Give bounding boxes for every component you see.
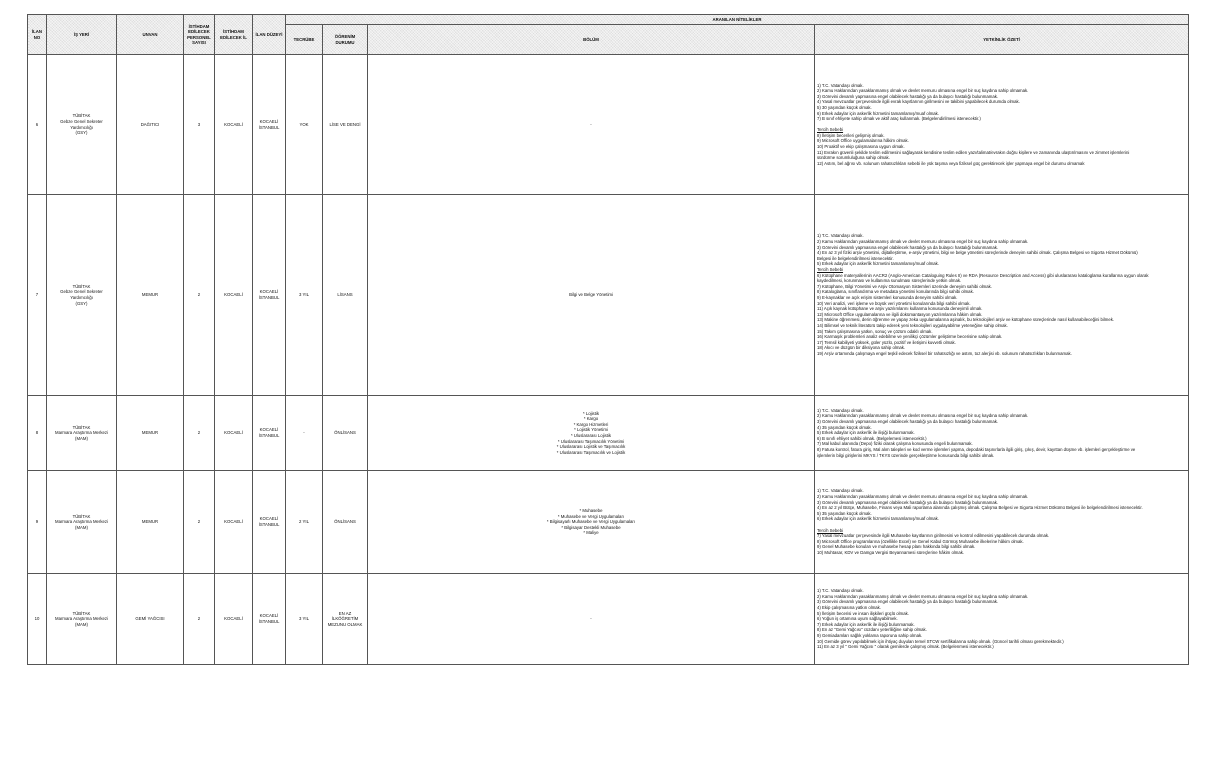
- header-is-yeri: İŞ YERİ: [47, 15, 117, 55]
- cell-line: * Uluslararası Taşımacılık Yönetimi: [557, 438, 625, 444]
- requirement-line: 2) Kamu Haklarından yasaklanmamış olmak ve devlet memuru olmasına engel bir suç kaydına sahip olmamak.: [817, 239, 1029, 245]
- ilan-duzeyi-cell: [253, 195, 286, 396]
- requirement-line: 4) Yasal mevzuatlar çerçevesinde ilgili evrak kayıtlarının girilmesini ve takibini yapabilecek durumda olmak.: [817, 99, 1020, 105]
- requirement-line: 3) Görevini devamlı yapmasına engel olabilecek hastalığı ya da bulaşıcı hastalığı bulunmamak.: [817, 599, 999, 605]
- requirement-line: 19) Arşiv ortamında çalışmaya engel teşkil edecek fiziksel bir rahatsızlığı ve astım, toz alerjisi vb. solunum rahatsızlıkları bulunmamak.: [817, 350, 1072, 356]
- requirement-line: 4) En az 2 yıl Bütçe, Muhasebe, Finans veya Mali raporlama alanında çalışmış olmak. Çalışma Belgesi ve Sigorta Hizmet Dökümü Belgesi ile belgelendirilmesi istenecektir.: [817, 505, 1143, 511]
- cell-line: -: [590, 616, 592, 622]
- cell-line: İSTANBUL: [258, 433, 280, 438]
- header-ilan-no: İLAN NO: [28, 15, 47, 55]
- ogrenim-cell: LİSANS: [323, 195, 368, 396]
- unvan-cell: MEMUR: [117, 471, 184, 574]
- is-yeri-cell: [47, 55, 117, 195]
- unvan-cell: MEMUR: [117, 396, 184, 471]
- cell-line: TÜBİTAK: [72, 113, 91, 119]
- il-cell: KOCAELİ: [215, 574, 253, 665]
- requirement-line: 9) Gemiadamları sağlık yoklama raporuna sahip olmak.: [817, 632, 923, 638]
- requirement-line: 6) B sınıfı ehliyet sahibi olmak. (Belgelemesi istenecektir.): [817, 435, 927, 441]
- cell-line: KOCAELİ: [259, 613, 279, 619]
- cell-line: Yardımcılığı: [70, 124, 93, 130]
- table-row: [28, 55, 1189, 195]
- ilan-duzeyi-cell: [253, 55, 286, 195]
- ogrenim-cell: LİSE VE DENGİ: [323, 55, 368, 195]
- ogrenim-cell: ÖNLİSANS: [323, 471, 368, 574]
- cell-line: * Lojistik: [582, 410, 599, 416]
- il-cell: KOCAELİ: [215, 471, 253, 574]
- yetkinlik-cell: [815, 574, 1189, 665]
- cell-line: KOCAELİ: [259, 427, 279, 433]
- yetkinlik-cell: [815, 55, 1189, 195]
- requirement-line: sürdürme sorumluluğuna sahip olmak.: [817, 155, 890, 161]
- ogrenim-cell: ÖNLİSANS: [323, 396, 368, 471]
- requirement-line: 12) Microsoft Office uygulamalarına ve ilgili dokümantasyon yazılımlarına hâkim olmak.: [817, 311, 983, 317]
- header-unvan: UNVAN: [117, 15, 184, 55]
- cell-line: İSTANBUL: [258, 124, 280, 130]
- cell-line: * Lojistik Yönetimi: [574, 427, 608, 433]
- cell-line: * Maliye: [583, 530, 599, 536]
- cell-line: İLKÖĞRETİM: [331, 616, 359, 622]
- requirement-line: 10) Veri analizi, veri işleme ve büyük veri yönetimi konularında bilgi sahibi olmak.: [817, 300, 971, 306]
- requirement-line: 8) İletişim becerileri gelişmiş olmak.: [817, 132, 885, 138]
- cell-line: -: [590, 121, 592, 127]
- ilan-duzeyi-cell: [253, 396, 286, 471]
- header-yetkinlik: YETKİNLİK ÖZETİ: [815, 25, 1189, 55]
- table-row: [28, 471, 1189, 574]
- is-yeri-cell: [47, 574, 117, 665]
- requirement-line: 7) Mal kabul alanında (Depo) fiziki olarak çalışma konusunda engeli bulunmamak.: [817, 441, 973, 447]
- requirement-line: 15) Takım çalışmasına yatkın, sonuç ve çözüm odaklı olmak.: [817, 328, 933, 334]
- requirement-line: 10) Gemide görev yapılabilmek için ihtiyaç duyulan temel STCW sertifikalarına sahip olmak. (Güncel tarihli olması gerekmektedir.): [817, 638, 1064, 644]
- cell-line: * Uluslararası Taşımacılık ve Lojistik: [556, 449, 626, 455]
- table-body: [28, 55, 1189, 665]
- tecrube-cell: 3 YIL: [286, 574, 323, 665]
- requirement-line: kaydedilmesi, korunması ve kullanıma sunulması süreçlerinde yetkin olmak.: [817, 278, 962, 284]
- unvan-cell: GEMİ YAĞCISI: [117, 574, 184, 665]
- cell-line: İSTANBUL: [258, 522, 280, 527]
- cell-line: KOCAELİ: [259, 289, 279, 295]
- requirement-line: 5) 30 yaşından küçük olmak.: [817, 104, 872, 110]
- cell-line: Bilgi ve Belge Yönetimi: [569, 292, 613, 298]
- cell-line: Marmara Araştırma Merkezi: [54, 430, 108, 436]
- cell-line: (GSY): [75, 130, 88, 136]
- header-ogrenim: ÖĞRENİM DURUMU: [323, 25, 368, 55]
- yetkinlik-cell: [815, 195, 1189, 396]
- personel-sayisi-cell: 2: [184, 471, 215, 574]
- requirement-line: 12) Astım, bel ağrısı vb. solunum rahatsızlıkları sebebi ile yük taşıma veya fiziksel güç gerektirecek işler yapmaya engel bir durumu olmamak: [817, 160, 1085, 166]
- yetkinlik-cell: [815, 471, 1189, 574]
- requirement-line: 3) Görevini devamlı yapmasına engel olabilecek hastalığı ya da bulaşıcı hastalığı bulunmamak.: [817, 419, 999, 425]
- cell-line: MEZUNU OLMAK: [327, 621, 363, 627]
- requirement-line: 7) Yasal mevzuatlar çerçevesinde ilgili Muhasebe kayıtlarının girilmesini ve kontrol edilmesini yapabilecek durumda olmak.: [817, 533, 1050, 539]
- unvan-cell: MEMUR: [117, 195, 184, 396]
- cell-line: EN AZ: [338, 610, 352, 616]
- cell-line: TÜBİTAK: [72, 513, 91, 519]
- tecrube-cell: YOK: [286, 55, 323, 195]
- ilan-no-cell: 10: [28, 574, 47, 665]
- requirement-line: işlemlerin bilgi girişlerini MKYS / TKYS üzerinde gerçekleştirme konusunda bilgi sahibi olmak.: [817, 452, 995, 458]
- ilan-no-cell: 9: [28, 471, 47, 574]
- cell-line: * Muhasebe: [579, 508, 603, 514]
- header-aranilan-nitelikler: ARANILAN NİTELİKLER: [286, 15, 1189, 25]
- cell-line: İSTANBUL: [258, 295, 280, 300]
- cell-line: * Kargo: [583, 416, 599, 422]
- personel-sayisi-cell: 2: [184, 195, 215, 396]
- requirement-line: 4) Ekip çalışmasına yatkın olmak.: [817, 605, 882, 611]
- requirement-line: 1) T.C. Vatandaşı olmak.: [817, 588, 864, 594]
- il-cell: KOCAELİ: [215, 195, 253, 396]
- requirement-line: 7) B sınıf ehliyete sahip olmak ve aktif araç kullanmak. (Belgelendirilmesi istenecektir.): [817, 116, 981, 122]
- requirement-line: 9) Genel Muhasebe konuları ve muhasebe hesap planı hakkında bilgi sahibi olmak.: [817, 544, 976, 550]
- header-bolum: BÖLÜM: [368, 25, 815, 55]
- header-tecrube: TECRÜBE: [286, 25, 323, 55]
- personel-sayisi-cell: 3: [184, 55, 215, 195]
- cell-line: * Muhasebe ve Vergi Uygulamaları: [557, 513, 625, 519]
- header-row-top: [28, 15, 1189, 25]
- cell-line: KOCAELİ: [259, 118, 279, 124]
- tecrube-cell: -: [286, 396, 323, 471]
- cell-line: Marmara Araştırma Merkezi: [54, 519, 108, 525]
- unvan-cell: DAĞITICI: [117, 55, 184, 195]
- il-cell: KOCAELİ: [215, 396, 253, 471]
- ilan-duzeyi-cell: [253, 471, 286, 574]
- cell-line: * Bilgisayar Destekli Muhasebe: [561, 524, 621, 530]
- requirement-line: 11) Açık kaynak kütüphane ve arşiv yazılımlarını kullanma konusunda deneyimli olmak.: [817, 306, 983, 312]
- requirement-line: 7) Erkek adaylar için askerlik ile ilişiği bulunmamak.: [817, 621, 915, 627]
- requirement-line: 17) Temsil kabiliyeti yüksek, güler yüzlü, pozitif ve iletişimi kuvvetli olmak.: [817, 339, 956, 345]
- preference-heading: Tercih Sebebi: [817, 267, 844, 273]
- requirement-line: 5) İletişim becerisi ve insan ilişkileri güçlü olmak.: [817, 610, 909, 616]
- requirement-line: 11) En az 3 yıl " Gemi Yağcısı " olarak gemilerde çalışmış olmak. (Belgelenmesi istenecektir.): [817, 644, 994, 650]
- cell-line: Gebze Genel Sekreter: [60, 118, 103, 124]
- tecrube-cell: 2 YIL: [286, 471, 323, 574]
- requirement-line: 14) Bilimsel ve teknik literatürü takip ederek yeni teknolojileri uygulayabilme yeteneğine sahip olmak.: [817, 322, 1008, 328]
- requirement-line: 1) T.C. Vatandaşı olmak.: [817, 407, 864, 413]
- personel-sayisi-cell: 2: [184, 396, 215, 471]
- requirement-line: 5) 35 yaşından küçük olmak.: [817, 510, 872, 516]
- requirement-line: 5) Erkek adaylar için askerlik ile ilişiği bulunmamak.: [817, 430, 915, 436]
- requirement-line: 4) En az 3 yıl fiziki arşiv yönetimi, dijitalleştirme, e-arşiv yönetimi, bilgi ve belge yönetimi süreçlerinde deneyim sahibi olmak. Çalışma Belgesi ve Sigorta Hizmet Dökümü): [817, 250, 1138, 256]
- ogrenim-cell: [323, 574, 368, 665]
- requirement-line: 10) Proaktif ve ekip çalışmasına uygun olmak.: [817, 144, 905, 150]
- requirement-line: 1) T.C. Vatandaşı olmak.: [817, 488, 864, 494]
- cell-line: * Bilgisayarlı Muhasebe ve Vergi Uygulamaları: [546, 519, 636, 525]
- cell-line: Gebze Genel Sekreter: [60, 289, 103, 295]
- requirement-line: 6) Erkek adaylar için askerlik hizmetini tamamlamış/muaf olmak.: [817, 110, 940, 116]
- job-listing-table: [27, 14, 1189, 665]
- cell-line: * Uluslararası Lojistik ve Taşımacılık: [556, 444, 626, 450]
- cell-line: TÜBİTAK: [72, 424, 91, 430]
- requirement-line: 4) 35 yaşından küçük olmak.: [817, 424, 872, 430]
- table-row: [28, 195, 1189, 396]
- requirement-line: 2) Kamu Haklarından yasaklanmamış olmak ve devlet memuru olmasına engel bir suç kaydına sahip olmamak.: [817, 593, 1029, 599]
- preference-heading: Tercih Sebebi: [817, 527, 844, 533]
- personel-sayisi-cell: 2: [184, 574, 215, 665]
- header-personel-sayisi: İSTİHDAM EDİLECEK PERSONEL SAYISI: [184, 15, 215, 55]
- header-ilan-duzeyi: İLAN DÜZEYİ: [253, 15, 286, 55]
- requirement-line: 13) Makine öğrenmesi, derin öğrenme ve yapay zeka uygulamalarına aşinalık, bu teknolojileri arşiv ve kütüphane süreçlerinde nasıl kullanabileceğini bilmek.: [817, 317, 1115, 323]
- is-yeri-cell: [47, 195, 117, 396]
- requirement-line: 16) Karmaşık problemleri analiz edebilme ve yenilikçi çözümler geliştirme becerisine sahip olmak.: [817, 334, 1003, 340]
- cell-line: Yardımcılığı: [70, 295, 93, 300]
- requirement-line: 8) Microsoft Office programlarına (özellikle Excel) ve Genel Kabul Görmüş Muhasebe ilkelerine hâkim olmak.: [817, 538, 1024, 544]
- requirement-line: 1) T.C. Vatandaşı olmak.: [817, 82, 864, 88]
- requirement-line: 1) T.C. Vatandaşı olmak.: [817, 233, 864, 239]
- requirement-line: 6) Yoğun iş ortamına uyum sağlayabilmek.: [817, 616, 898, 622]
- cell-line: TÜBİTAK: [72, 283, 91, 289]
- cell-line: Marmara Araştırma Merkezi: [54, 616, 108, 622]
- requirement-line: 8) Kataloglama, sınıflandırma ve metadata yönetimi konularında bilgi sahibi olmak.: [817, 289, 974, 295]
- cell-line: * Kargo Hizmetleri: [573, 421, 609, 427]
- requirement-line: 3) Görevini devamlı yapmasına engel olabilecek hastalığı ya da bulaşıcı hastalığı bulunmamak.: [817, 244, 999, 250]
- job-listing-sheet: [27, 14, 1188, 665]
- requirement-line: 2) Kamu Haklarından yasaklanmamış olmak ve devlet memuru olmasına engel bir suç kaydına sahip olmamak.: [817, 413, 1029, 419]
- requirement-line: 8) En az "Gemi Yağcısı" cüzdanı yeterliliğine sahip olmak.: [817, 627, 927, 633]
- bolum-cell: [368, 471, 815, 574]
- requirement-line: 5) Erkek adaylar için askerlik hizmetini tamamlamış/muaf olmak.: [817, 261, 940, 267]
- table-row: [28, 396, 1189, 471]
- cell-line: İSTANBUL: [258, 619, 280, 624]
- bolum-cell: [368, 55, 815, 195]
- tecrube-cell: 3 YIL: [286, 195, 323, 396]
- requirement-line: 6) Kütüphane materyallerinin AACR2 (Anglo-American Cataloguing Rules II) ve RDA (Resource Description and Access) gibi uluslararası kataloglama kurallarına uygun olarak: [817, 272, 1149, 278]
- requirement-line: 2) Kamu Haklarından yasaklanmamış olmak ve devlet memuru olmasına engel bir suç kaydına sahip olmamak.: [817, 88, 1029, 94]
- header-il: İSTİHDAM EDİLECEK İL: [215, 15, 253, 55]
- requirement-line: 9) Microsoft Office uygulamalarına hâkim olmak.: [817, 138, 909, 144]
- cell-line: (MAM): [75, 621, 88, 627]
- requirement-line: 9) E-kaynaklar ve açık erişim sistemleri konusunda deneyim sahibi olmak.: [817, 295, 958, 300]
- cell-line: (MAM): [75, 524, 88, 530]
- ilan-no-cell: 6: [28, 55, 47, 195]
- requirement-line: 3) Görevini devamlı yapmasına engel olabilecek hastalığı ya da bulaşıcı hastalığı bulunmamak.: [817, 93, 999, 99]
- requirement-line: 10) Muhtasar, KDV ve Damga Vergisi Beyannamesi süreçlerine hâkim olmak.: [817, 549, 965, 555]
- is-yeri-cell: [47, 471, 117, 574]
- cell-line: * Uluslararası Lojistik: [570, 433, 612, 438]
- cell-line: (GSY): [75, 300, 88, 306]
- bolum-cell: [368, 574, 815, 665]
- cell-line: (MAM): [75, 435, 88, 441]
- requirement-line: 7) Kütüphane, Bilgi Yönetimi ve Arşiv Otomasyon Sistemleri üzerinde deneyim sahibi olmak.: [817, 283, 992, 289]
- cell-line: KOCAELİ: [259, 516, 279, 522]
- preference-heading: Tercih Sebebi: [817, 127, 844, 133]
- bolum-cell: [368, 195, 815, 396]
- ilan-no-cell: 7: [28, 195, 47, 396]
- requirement-line: 11) Evrakın güvenli şekilde teslim edilmesini sağlayarak kendisine teslim edilen yazı/talimat/evrakın doğru kişilere ve zamanında ulaştırılmasını ve zimmet işlemlerini: [817, 149, 1130, 155]
- requirement-line: 18) Akıcı ve düzgün bir diksiyona sahip olmak.: [817, 345, 906, 351]
- requirement-line: 8) Fatura kontrol, fatura giriş, Mal alım talepleri ve kod verme işlemleri yapma, depodaki taşınırlarla ilgili giriş, çıkış, devir, kayıttan düşme vb. işlemleri gerçekleştirme ve: [817, 446, 1136, 452]
- cell-line: TÜBİTAK: [72, 610, 91, 616]
- ilan-duzeyi-cell: [253, 574, 286, 665]
- requirement-line: Belgesi ile belgelendirilmesi istenecektir.: [817, 255, 894, 261]
- requirement-line: 3) Görevini devamlı yapmasına engel olabilecek hastalığı ya da bulaşıcı hastalığı bulunmamak.: [817, 499, 999, 505]
- requirement-line: 2) Kamu Haklarından yasaklanmamış olmak ve devlet memuru olmasına engel bir suç kaydına sahip olmamak.: [817, 494, 1029, 500]
- ilan-no-cell: 8: [28, 396, 47, 471]
- bolum-cell: [368, 396, 815, 471]
- il-cell: KOCAELİ: [215, 55, 253, 195]
- requirement-line: 6) Erkek adaylar için askerlik hizmetini tamamlamış/muaf olmak.: [817, 516, 940, 522]
- is-yeri-cell: [47, 396, 117, 471]
- yetkinlik-cell: [815, 396, 1189, 471]
- table-row: [28, 574, 1189, 665]
